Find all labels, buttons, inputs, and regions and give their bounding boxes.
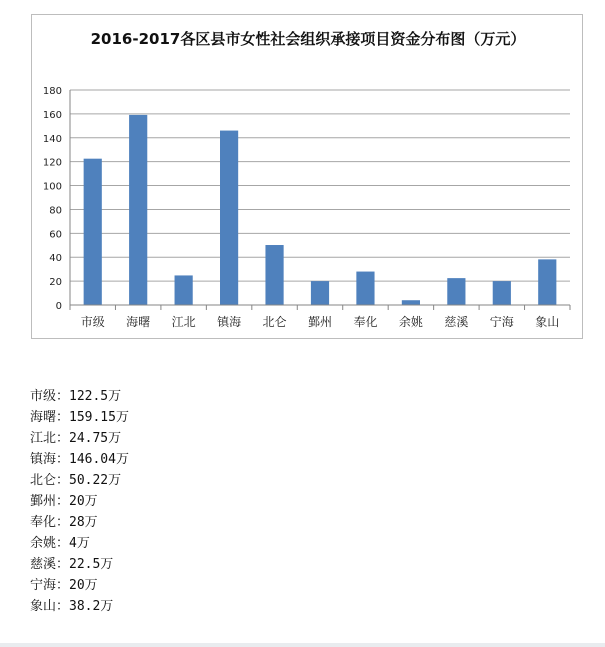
bar	[493, 281, 511, 305]
x-tick-label: 慈溪	[444, 315, 469, 329]
y-tick-label: 60	[49, 229, 62, 241]
bar	[356, 272, 374, 305]
value-list	[30, 386, 129, 617]
value-list-item: 余姚：4万	[30, 536, 90, 551]
x-tick-label: 市级	[80, 315, 105, 329]
y-tick-label: 100	[42, 181, 62, 193]
y-tick-label: 140	[42, 133, 62, 145]
bar	[447, 278, 465, 305]
bar	[311, 281, 329, 305]
value-list-item: 奉化：28万	[30, 515, 98, 530]
chart-title: 2016-2017各区县市女性社会组织承接项目资金分布图（万元）	[90, 30, 526, 48]
bars	[84, 115, 557, 305]
y-tick-label: 160	[42, 109, 62, 121]
bar	[220, 131, 238, 305]
value-list-item: 海曙：159.15万	[30, 410, 129, 425]
bar	[402, 300, 420, 305]
y-tick-labels	[43, 86, 62, 312]
x-tick-label: 北仑	[262, 315, 287, 329]
bar	[84, 159, 102, 305]
value-list-item: 慈溪：22.5万	[30, 557, 114, 572]
value-list-item: 鄞州：20万	[30, 494, 98, 509]
bar	[129, 115, 147, 305]
value-list-item: 象山：38.2万	[30, 599, 114, 614]
bar	[538, 259, 556, 305]
x-tick-labels	[81, 314, 560, 329]
bottom-bar	[0, 643, 605, 647]
x-tick-label: 海曙	[126, 315, 151, 329]
x-tick-label: 江北	[171, 315, 196, 329]
value-list-item: 北仑：50.22万	[30, 473, 122, 488]
value-list-item: 宁海：20万	[30, 578, 98, 593]
x-tick-label: 宁海	[489, 315, 514, 329]
x-tick-label: 余姚	[398, 315, 423, 329]
x-tick-label: 镇海	[217, 315, 242, 329]
y-tick-label: 20	[49, 277, 62, 289]
y-tick-label: 180	[42, 86, 62, 97]
x-tick-label: 奉化	[353, 315, 378, 329]
bar	[175, 275, 193, 305]
y-tick-label: 80	[49, 205, 62, 217]
value-list-item: 镇海：146.04万	[30, 452, 129, 467]
x-tick-label: 象山	[535, 315, 560, 329]
y-tick-label: 120	[42, 157, 62, 169]
y-tick-label: 0	[55, 301, 62, 312]
value-list-item: 市级：122.5万	[30, 389, 122, 404]
value-list-item: 江北：24.75万	[30, 431, 122, 446]
y-tick-label: 40	[49, 253, 62, 265]
x-tick-label: 鄞州	[307, 315, 333, 329]
bar	[265, 245, 283, 305]
